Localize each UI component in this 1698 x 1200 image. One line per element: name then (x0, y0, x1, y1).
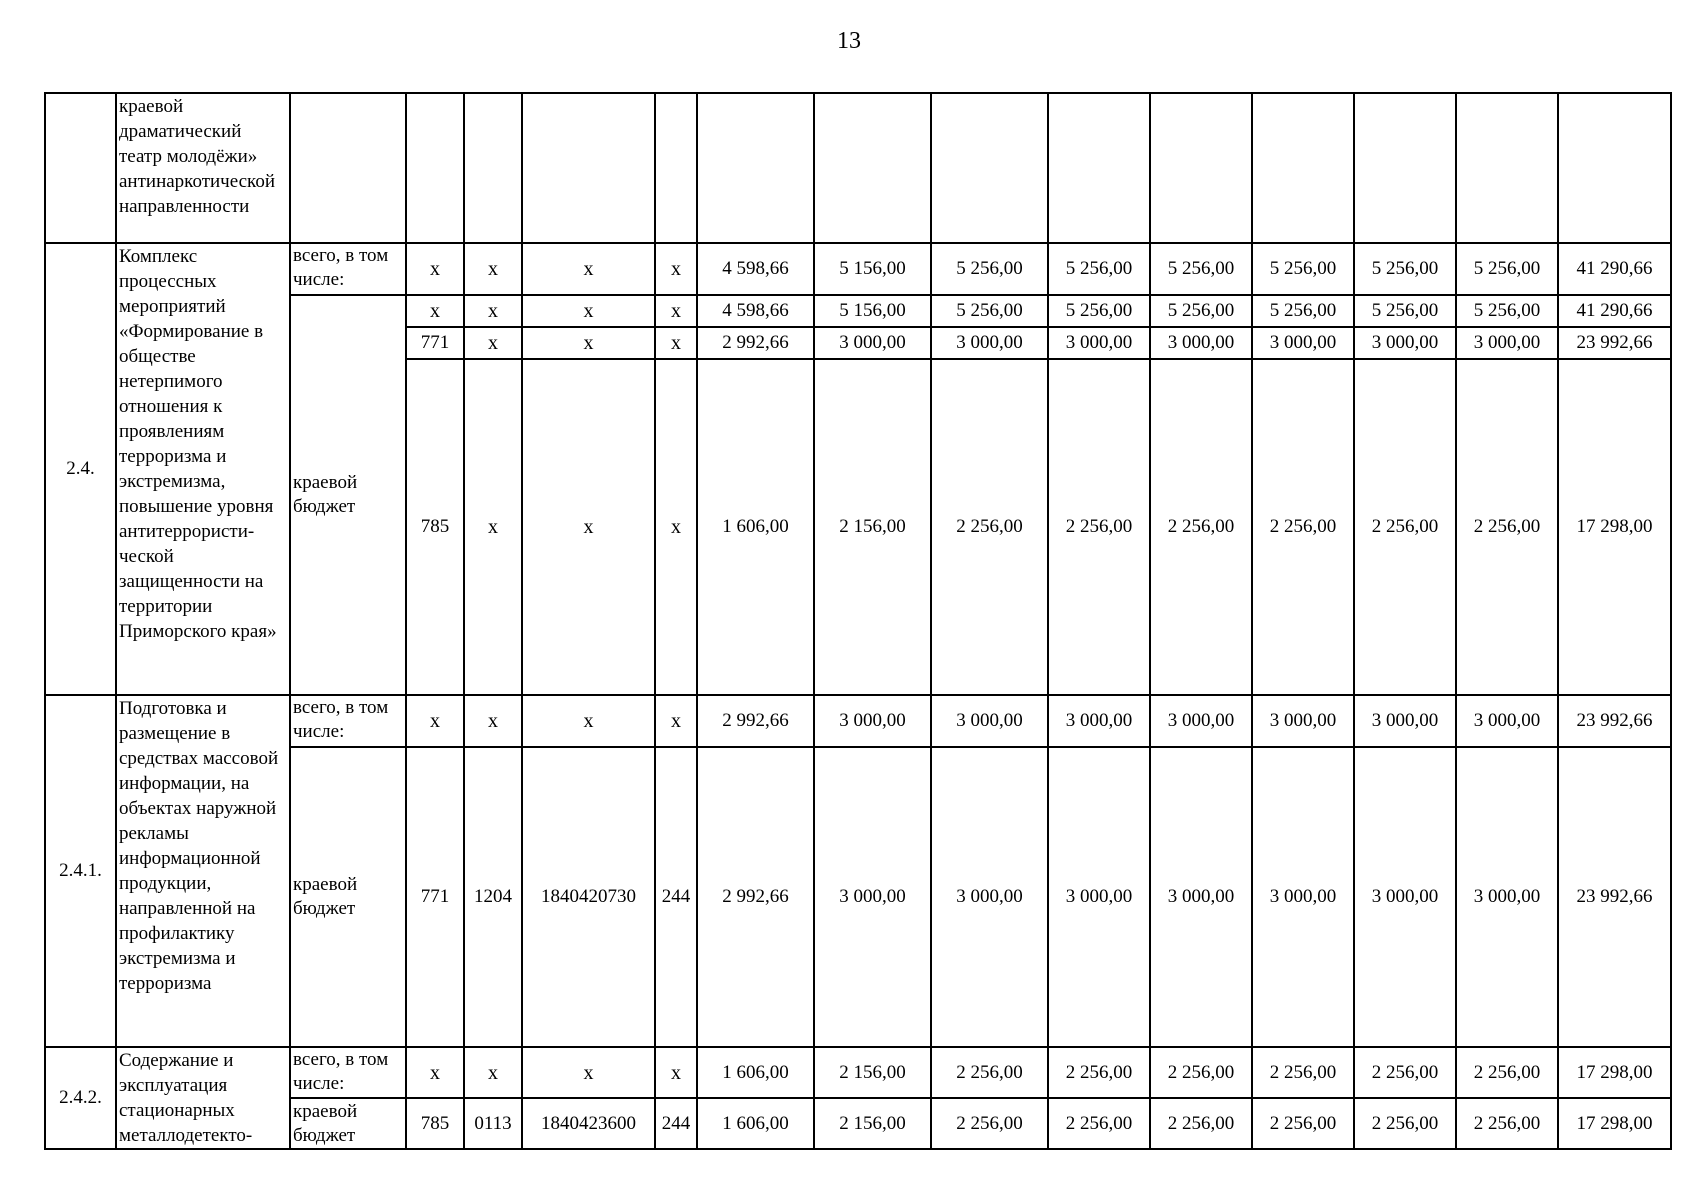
value-cell: 5 256,00 (1354, 295, 1456, 327)
row-number-cell (45, 93, 116, 243)
table-row (45, 695, 1671, 747)
rzpr-cell: x (464, 695, 522, 747)
value-cell: 5 256,00 (931, 243, 1048, 295)
value-cell: 5 256,00 (1252, 295, 1354, 327)
event-name-cell: краевой драматический театр молодёжи» антинаркотической направленности (116, 93, 290, 243)
event-name-cell: Содержание и эксплуатация стационарных металлодетекто- (116, 1047, 290, 1149)
value-cell: 3 000,00 (931, 747, 1048, 1047)
value-cell: 2 256,00 (1354, 1047, 1456, 1098)
rzpr-cell: x (464, 295, 522, 327)
vr-cell: x (655, 695, 697, 747)
value-cell: 1 606,00 (697, 1047, 814, 1098)
value-cell: 2 992,66 (697, 747, 814, 1047)
vr-cell: 244 (655, 747, 697, 1047)
value-cell: 2 256,00 (1456, 359, 1558, 695)
rzpr-cell: x (464, 327, 522, 359)
value-cell: 2 256,00 (1150, 1098, 1252, 1149)
vr-cell: x (655, 295, 697, 327)
value-cell: 1 606,00 (697, 1098, 814, 1149)
funding-source-cell: всего, в том числе: (290, 243, 406, 295)
value-cell: 3 000,00 (1150, 747, 1252, 1047)
table-row (45, 1047, 1671, 1098)
value-cell: 5 256,00 (1456, 295, 1558, 327)
total-cell: 41 290,66 (1558, 295, 1671, 327)
value-cell: 3 000,00 (814, 695, 931, 747)
grbs-cell: 785 (406, 359, 464, 695)
value-cell: 2 992,66 (697, 695, 814, 747)
value-cell: 2 256,00 (931, 1047, 1048, 1098)
value-cell: 3 000,00 (1456, 747, 1558, 1047)
value-cell: 2 156,00 (814, 1098, 931, 1149)
vr-cell: x (655, 359, 697, 695)
value-cell: 3 000,00 (1456, 327, 1558, 359)
value-cell: 2 256,00 (1048, 359, 1150, 695)
value-cell: 5 256,00 (1150, 243, 1252, 295)
total-cell: 23 992,66 (1558, 695, 1671, 747)
value-cell: 3 000,00 (1354, 747, 1456, 1047)
value-cell: 5 256,00 (1048, 243, 1150, 295)
value-cell: 5 256,00 (1456, 243, 1558, 295)
csr-cell: 1840423600 (522, 1098, 655, 1149)
grbs-cell: x (406, 295, 464, 327)
value-cell: 3 000,00 (1048, 747, 1150, 1047)
funding-source-cell (290, 93, 406, 243)
total-cell: 23 992,66 (1558, 327, 1671, 359)
rzpr-cell: 0113 (464, 1098, 522, 1149)
rzpr-cell: x (464, 1047, 522, 1098)
row-number-cell: 2.4.2. (45, 1047, 116, 1149)
value-cell: 2 256,00 (1048, 1047, 1150, 1098)
value-cell: 3 000,00 (1048, 327, 1150, 359)
event-name-cell: Подготовка и размещение в средствах массовой информации, на объектах наружной рекламы информационной продукции, направленной на профилактику экстремизма и терроризма (116, 695, 290, 1047)
total-cell: 17 298,00 (1558, 1047, 1671, 1098)
value-cell: 5 256,00 (931, 295, 1048, 327)
value-cell: 5 156,00 (814, 243, 931, 295)
grbs-cell: 771 (406, 747, 464, 1047)
row-number-cell: 2.4.1. (45, 695, 116, 1047)
rzpr-cell: x (464, 359, 522, 695)
grbs-cell: 785 (406, 1098, 464, 1149)
value-cell: 5 256,00 (1354, 243, 1456, 295)
table-row (45, 93, 1671, 243)
value-cell: 5 256,00 (1048, 295, 1150, 327)
value-cell: 2 156,00 (814, 359, 931, 695)
value-cell: 3 000,00 (1048, 695, 1150, 747)
csr-cell: x (522, 695, 655, 747)
value-cell: 3 000,00 (1150, 327, 1252, 359)
grbs-cell: x (406, 695, 464, 747)
value-cell: 5 156,00 (814, 295, 931, 327)
value-cell: 3 000,00 (931, 695, 1048, 747)
value-cell: 4 598,66 (697, 243, 814, 295)
rzpr-cell: x (464, 243, 522, 295)
value-cell: 2 256,00 (1354, 359, 1456, 695)
row-number-cell: 2.4. (45, 243, 116, 695)
funding-source-cell: всего, в том числе: (290, 1047, 406, 1098)
funding-source-cell: всего, в том числе: (290, 695, 406, 747)
vr-cell: x (655, 1047, 697, 1098)
value-cell: 2 256,00 (1048, 1098, 1150, 1149)
csr-cell: x (522, 243, 655, 295)
value-cell: 3 000,00 (1354, 695, 1456, 747)
value-cell: 2 256,00 (1150, 359, 1252, 695)
table-row (45, 243, 1671, 295)
page-number: 13 (837, 28, 861, 54)
value-cell: 2 156,00 (814, 1047, 931, 1098)
value-cell: 4 598,66 (697, 295, 814, 327)
csr-cell: x (522, 327, 655, 359)
value-cell: 2 256,00 (1354, 1098, 1456, 1149)
csr-cell: x (522, 295, 655, 327)
funding-source-cell: краевой бюджет (290, 295, 406, 695)
event-name-cell: Комплекс процессных мероприятий «Формирование в обществе нетерпимого отношения к проявлениям терроризма и экстремизма, повышение уровня антитеррористи-ческой защищенности на территории Приморского края» (116, 243, 290, 695)
value-cell: 3 000,00 (1354, 327, 1456, 359)
funding-source-cell: краевой бюджет (290, 747, 406, 1047)
csr-cell: x (522, 359, 655, 695)
funding-source-cell: краевой бюджет (290, 1098, 406, 1149)
value-cell: 3 000,00 (931, 327, 1048, 359)
value-cell: 2 256,00 (931, 359, 1048, 695)
vr-cell: x (655, 327, 697, 359)
grbs-cell: x (406, 243, 464, 295)
value-cell: 2 256,00 (1252, 359, 1354, 695)
value-cell: 3 000,00 (1252, 747, 1354, 1047)
total-cell: 41 290,66 (1558, 243, 1671, 295)
value-cell: 2 992,66 (697, 327, 814, 359)
vr-cell: 244 (655, 1098, 697, 1149)
value-cell: 2 256,00 (1252, 1098, 1354, 1149)
value-cell: 2 256,00 (1150, 1047, 1252, 1098)
value-cell: 5 256,00 (1252, 243, 1354, 295)
value-cell: 3 000,00 (1252, 327, 1354, 359)
value-cell: 3 000,00 (1456, 695, 1558, 747)
value-cell: 3 000,00 (1150, 695, 1252, 747)
grbs-cell: 771 (406, 327, 464, 359)
value-cell: 2 256,00 (1252, 1047, 1354, 1098)
value-cell: 5 256,00 (1150, 295, 1252, 327)
value-cell: 3 000,00 (814, 327, 931, 359)
value-cell: 2 256,00 (931, 1098, 1048, 1149)
total-cell: 23 992,66 (1558, 747, 1671, 1047)
total-cell: 17 298,00 (1558, 1098, 1671, 1149)
value-cell: 2 256,00 (1456, 1098, 1558, 1149)
total-cell: 17 298,00 (1558, 359, 1671, 695)
vr-cell: x (655, 243, 697, 295)
csr-cell: 1840420730 (522, 747, 655, 1047)
value-cell: 2 256,00 (1456, 1047, 1558, 1098)
budget-table (44, 92, 1672, 1150)
grbs-cell: x (406, 1047, 464, 1098)
value-cell: 3 000,00 (814, 747, 931, 1047)
value-cell: 3 000,00 (1252, 695, 1354, 747)
value-cell: 1 606,00 (697, 359, 814, 695)
rzpr-cell: 1204 (464, 747, 522, 1047)
csr-cell: x (522, 1047, 655, 1098)
